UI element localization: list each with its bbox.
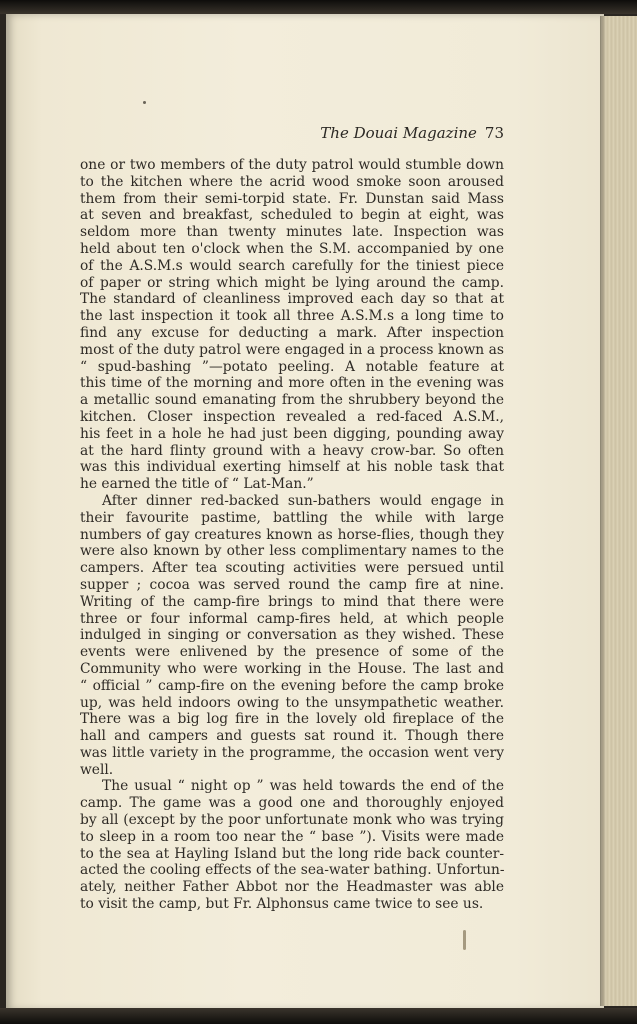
text-line: seldom more than twenty minutes late. Inspection was bbox=[80, 224, 504, 241]
text-line: hall and campers and guests sat round it. Though there bbox=[80, 728, 504, 745]
text-line: campers. After tea scouting activities were persued until bbox=[80, 560, 504, 577]
text-line: The standard of cleanliness improved each day so that at bbox=[80, 291, 504, 308]
text-line: Community who were working in the House. The last and bbox=[80, 660, 504, 677]
text-line: held about ten o'clock when the S.M. accompanied by one bbox=[80, 240, 504, 257]
text-line: a metallic sound emanating from the shrubbery beyond the bbox=[80, 392, 504, 409]
running-header bbox=[80, 124, 504, 142]
text-line: ately, neither Father Abbot nor the Headmaster was able bbox=[80, 879, 504, 896]
text-line: numbers of gay creatures known as horse-flies, though they bbox=[80, 526, 504, 543]
text-line: of the A.S.M.s would search carefully for the tiniest piece bbox=[80, 257, 504, 274]
page-edges-shadow bbox=[600, 16, 606, 1006]
text-line: he earned the title of “ Lat-Man.” bbox=[80, 476, 314, 493]
text-line: After dinner red-backed sun-bathers would engage in bbox=[102, 492, 504, 509]
text-line: acted the cooling effects of the sea-water bathing. Unfortun- bbox=[80, 862, 505, 879]
text-line: well. bbox=[80, 761, 114, 778]
text-line: most of the duty patrol were engaged in a process known as bbox=[80, 341, 504, 358]
text-line: them from their semi-torpid state. Fr. Dunstan said Mass bbox=[80, 190, 504, 207]
text-line: indulged in singing or conversation as they wished. These bbox=[80, 627, 504, 644]
text-line: The usual “ night op ” was held towards the end of the bbox=[102, 778, 504, 795]
text-line: There was a big log fire in the lovely old fireplace of the bbox=[80, 711, 504, 728]
text-line: at the hard flinty ground with a heavy crow-bar. So often bbox=[80, 442, 504, 459]
text-line: by all (except by the poor unfortunate monk who was trying bbox=[80, 812, 504, 829]
text-line: “ spud-bashing ”—potato peeling. A notable feature at bbox=[80, 358, 504, 375]
text-line: to sleep in a room too near the “ base ”). Visits were made bbox=[80, 828, 504, 845]
text-line: up, was held indoors owing to the unsympathetic weather. bbox=[80, 694, 504, 711]
text-line: “ official ” camp-fire on the evening before the camp broke bbox=[80, 677, 504, 694]
text-line: kitchen. Closer inspection revealed a red-faced A.S.M., bbox=[80, 408, 504, 425]
text-line: supper ; cocoa was served round the camp fire at nine. bbox=[80, 576, 504, 593]
text-line: to the kitchen where the acrid wood smoke soon aroused bbox=[80, 173, 504, 190]
text-line: Writing of the camp-fire brings to mind that there were bbox=[80, 593, 504, 610]
text-line: their favourite pastime, battling the while with large bbox=[80, 509, 504, 526]
text-line: the last inspection it took all three A.S.M.s a long time to bbox=[80, 308, 504, 325]
text-line: was this individual exerting himself at his noble task that bbox=[80, 459, 504, 476]
text-line: at seven and breakfast, scheduled to begin at eight, was bbox=[80, 207, 504, 224]
text-line: one or two members of the duty patrol would stumble down bbox=[80, 157, 504, 173]
magazine-title: The Douai Magazine bbox=[320, 124, 477, 142]
top-edge bbox=[0, 0, 637, 14]
text-line: to the sea at Hayling Island but the long ride back counter- bbox=[80, 845, 504, 862]
body-text bbox=[80, 157, 504, 913]
text-line: were also known by other less complimentary names to the bbox=[80, 543, 504, 560]
text-line: camp. The game was a good one and thoroughly enjoyed bbox=[80, 795, 504, 812]
text-line: to visit the camp, but Fr. Alphonsus came twice to see us. bbox=[80, 896, 484, 913]
text-line: of paper or string which might be lying around the camp. bbox=[80, 274, 504, 291]
text-line: his feet in a hole he had just been digging, pounding away bbox=[80, 425, 504, 442]
bottom-edge bbox=[0, 1008, 637, 1024]
text-line: events were enlivened by the presence of some of the bbox=[80, 644, 504, 661]
text-line: three or four informal camp-fires held, at which people bbox=[80, 610, 504, 627]
text-line: was little variety in the programme, the occasion went very bbox=[80, 744, 504, 761]
paper-speck bbox=[143, 101, 146, 104]
text-line: this time of the morning and more often in the evening was bbox=[80, 375, 504, 392]
page-number: 73 bbox=[484, 124, 504, 142]
text-line: find any excuse for deducting a mark. After inspection bbox=[80, 324, 504, 341]
paper-mark bbox=[463, 930, 466, 950]
